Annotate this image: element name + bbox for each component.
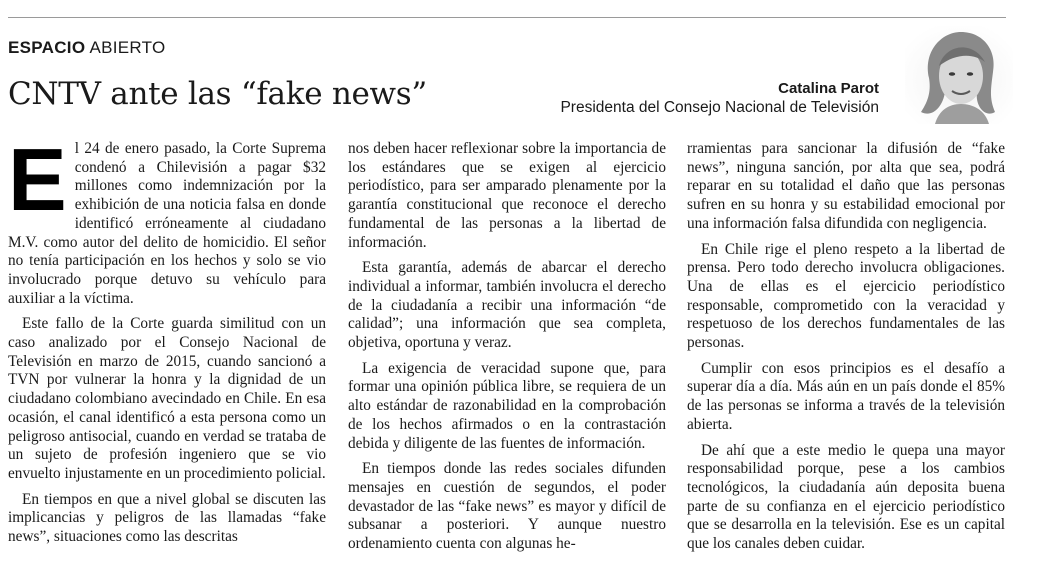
article-column-2 (348, 140, 666, 561)
article-paragraph: Cumplir con esos principios es el desafío a superar día a día. Más aún en un país donde el 85% de las personas se informa a través de la televisión abierta. (687, 359, 1005, 433)
article-paragraph: nos deben hacer reflexionar sobre la importancia de los estándares que se exigen al ejercicio periodístico, para ser amparado plenamente por la garantía constitucional que reconoce el derecho fundamental de las personas a la libertad de información. (348, 140, 666, 251)
article-paragraph: Esta garantía, además de abarcar el derecho individual a informar, también involucra el derecho de la ciudadanía a recibir una información “de calidad”; una información que sea completa, objetiva, oportuna y veraz. (348, 259, 666, 352)
drop-cap: E (8, 130, 67, 229)
top-rule (8, 17, 1006, 18)
article-column-3 (687, 140, 1005, 561)
section-label-light: ABIERTO (89, 38, 166, 57)
article-paragraph: Este fallo de la Corte guarda similitud con un caso analizado por el Consejo Nacional de Televisión en marzo de 2015, cuando sancionó a TVN por vulnerar la honra y la dignidad de un ciudadano colombiano avecindado en Chile. En esa ocasión, el canal identificó a esta persona como un peligroso antisocial, cuando en verdad se trataba de un sujeto de profesión ingeniero que se vio envuelto injustamente en un procedimiento policial. (8, 315, 326, 482)
article-paragraph: rramientas para sancionar la difusión de “fake news”, ninguna sanción, por alta que sea, podrá reparar en su totalidad el daño que las personas sufren en su honra y su estabilidad emocional por una información falsa difundida con negligencia. (687, 140, 1005, 232)
headline: CNTV ante las “fake news” (8, 76, 427, 112)
paragraph-text: l 24 de enero pasado, la Corte Suprema condenó a Chilevisión a pagar $32 millones como indemnización por la exhibición de una noticia falsa en donde identificó erróneamente al ciudadano M.V. como autor del delito de homicidio. El señor no tenía participación en los hechos y solo se vio involucrado porque detuvo su vehículo para auxiliar a la víctima. (8, 140, 326, 307)
section-label (8, 38, 166, 58)
author-portrait (905, 26, 1013, 124)
article-column-1 (8, 130, 326, 554)
author-role: Presidenta del Consejo Nacional de Televisión (560, 99, 879, 116)
author-block (560, 80, 879, 118)
section-label-bold: ESPACIO (8, 38, 86, 57)
article-paragraph: En tiempos en que a nivel global se discuten las implicancias y peligros de las llamadas “fake news”, situaciones como las descritas (8, 490, 326, 546)
article-paragraph: En tiempos donde las redes sociales difunden mensajes en cuestión de segundos, el poder devastador de las “fake news” es mayor y difícil de subsanar a posteriori. Y aunque nuestro ordenamiento cuenta con algunas he- (348, 460, 666, 553)
article-paragraph: De ahí que a este medio le quepa una mayor responsabilidad porque, pese a los cambios tecnológicos, la ciudadanía aún deposita buena parte de su confianza en el ejercicio periodístico que se desarrolla en la televisión. Ese es un capital que los canales deben cuidar. (687, 441, 1005, 553)
article-paragraph: En Chile rige el pleno respeto a la libertad de prensa. Pero todo derecho involucra obligaciones. Una de ellas es el ejercicio periodístico responsable, comprometido con la veracidad y respetuoso de los derechos fundamentales de las personas. (687, 240, 1005, 352)
article-paragraph: La exigencia de veracidad supone que, para formar una opinión pública libre, se requiera de un alto estándar de razonabilidad en la comprobación de los hechos afirmados o en la contrastación debida y diligente de las fuentes de información. (348, 359, 666, 452)
author-name: Catalina Parot (778, 80, 879, 97)
article-paragraph (8, 130, 326, 308)
